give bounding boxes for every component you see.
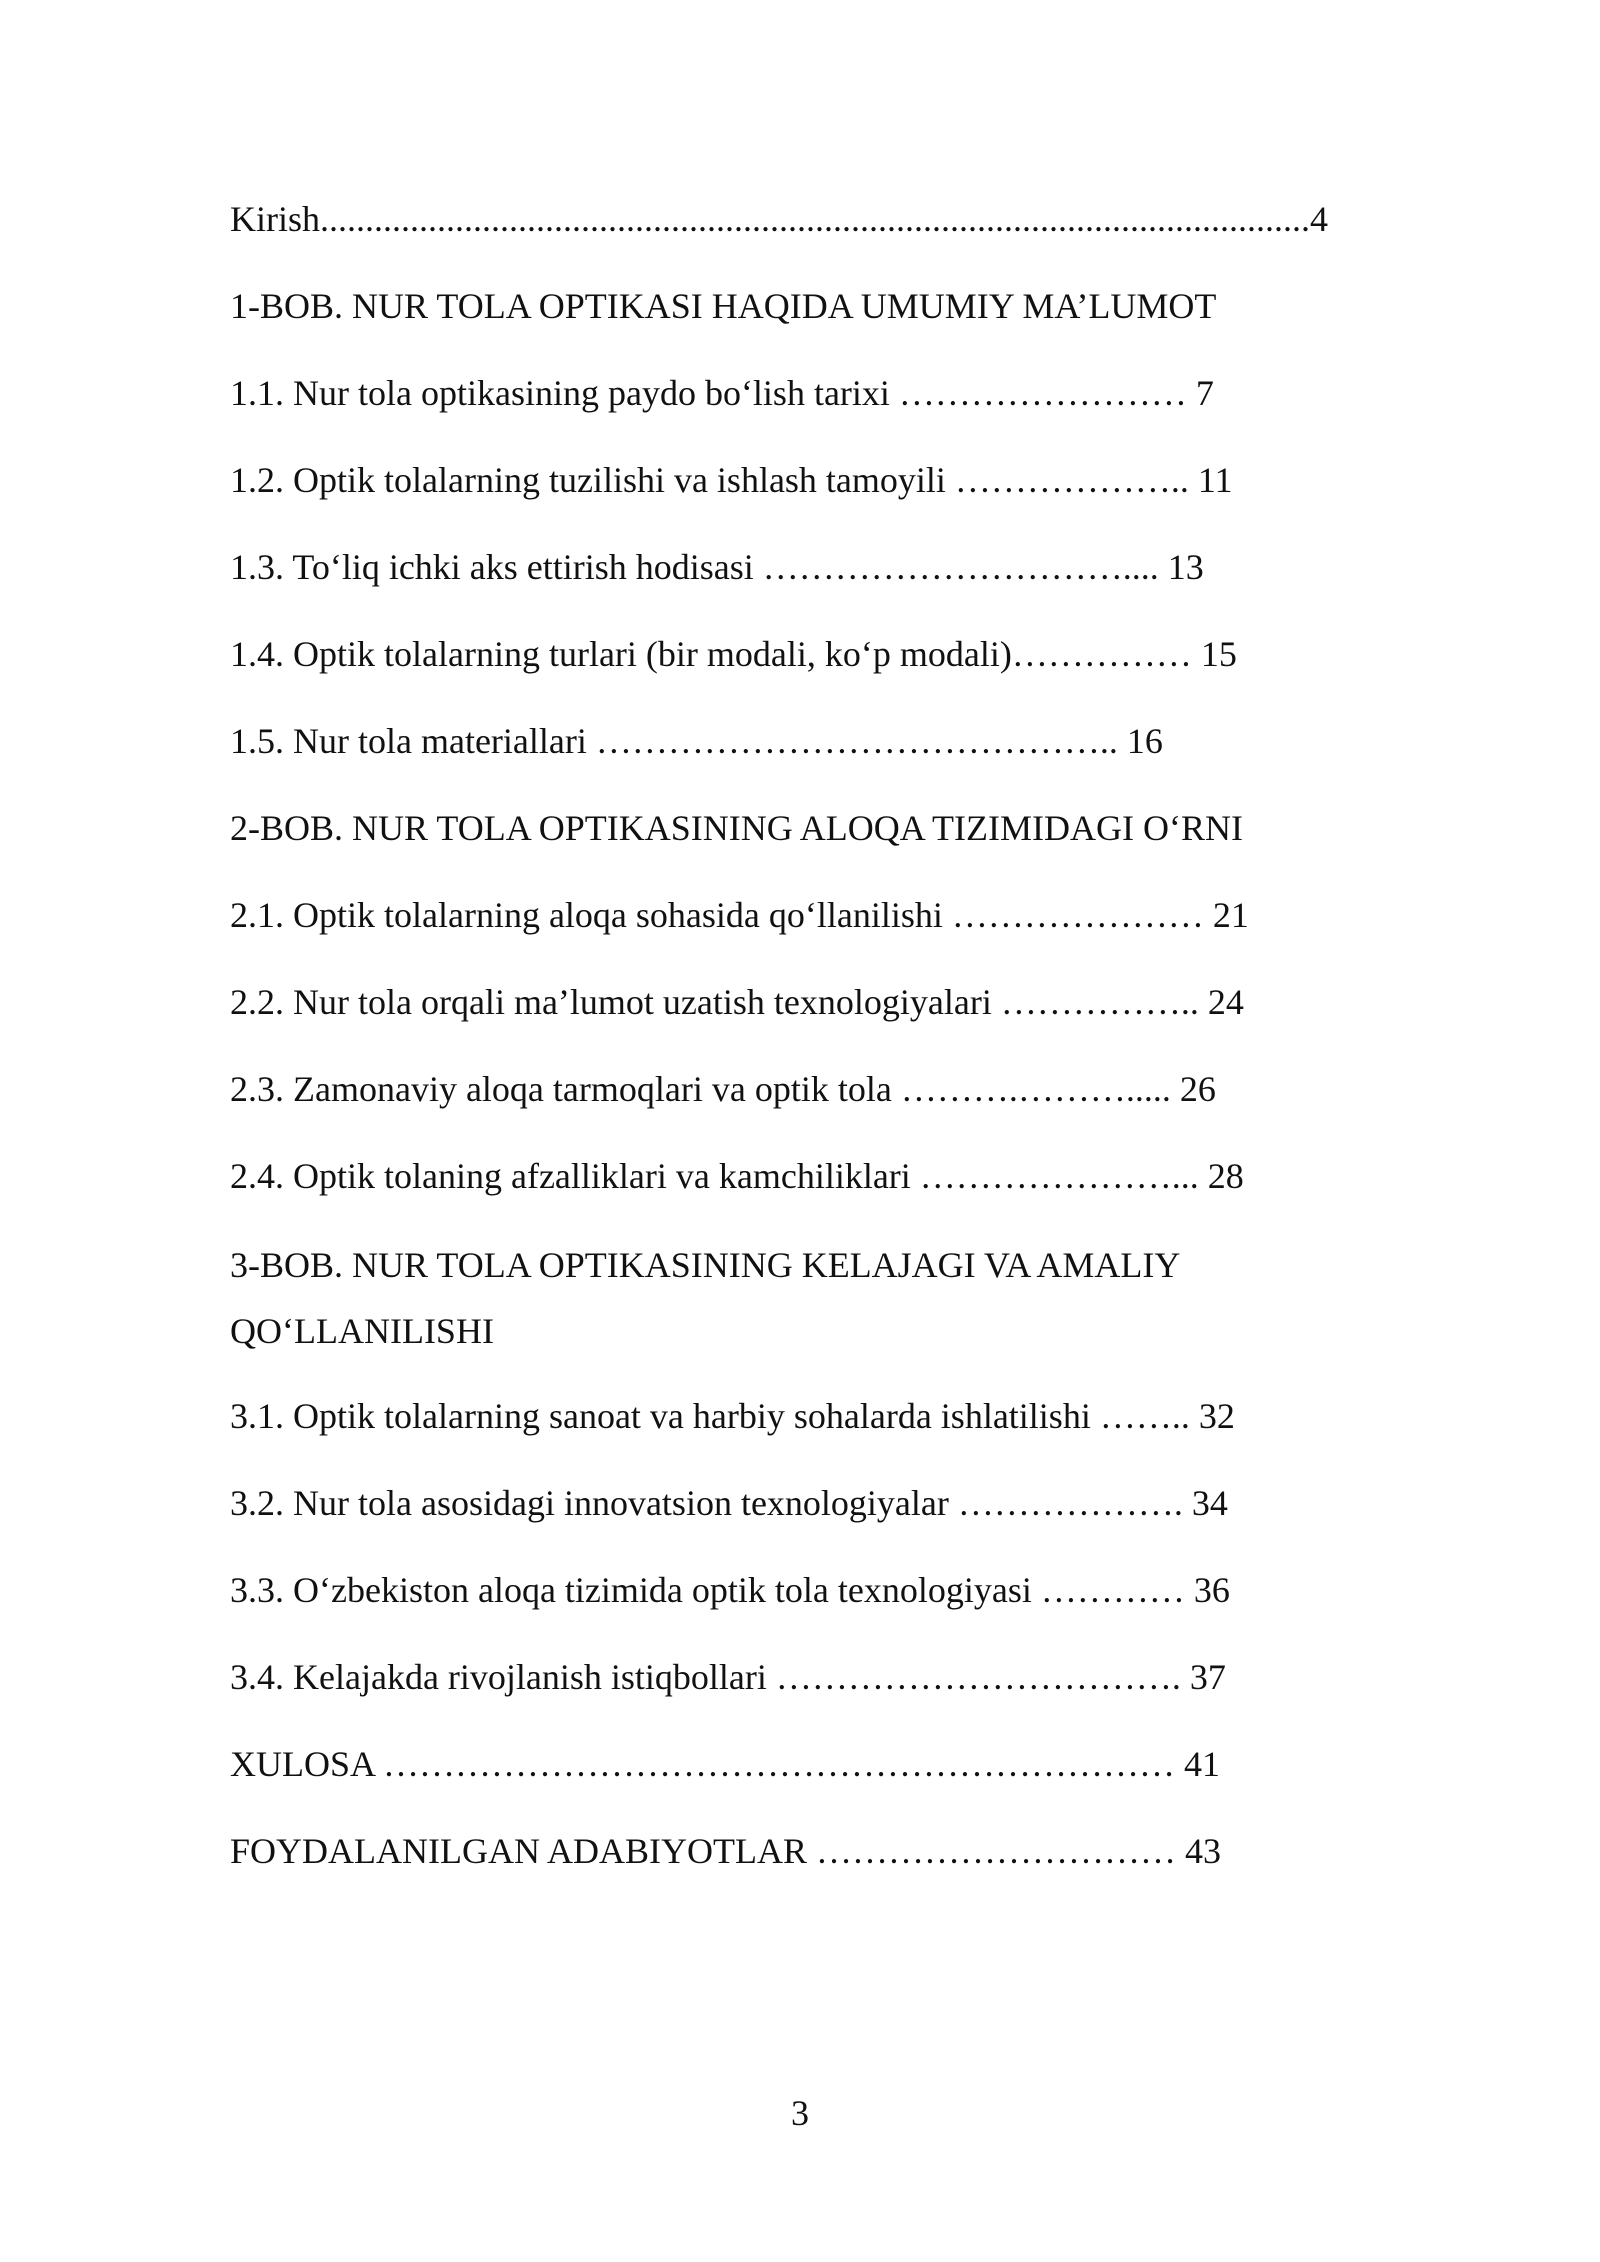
toc-entry-1-2: 1.2. Optik tolalarning tuzilishi va ishlash tamoyili ……………….. 11 <box>230 460 1233 500</box>
toc-entry-conclusion: XULOSA ………………………………………………………… 41 <box>230 1744 1221 1784</box>
toc-entry-2-1: 2.1. Optik tolalarning aloqa sohasida qo‘llanilishi ………………… 21 <box>230 895 1249 935</box>
toc-entry-2-4: 2.4. Optik tolaning afzalliklari va kamchiliklari …………………... 28 <box>230 1156 1244 1196</box>
toc-entry-introduction: Kirish..............................................................................................................4 <box>230 199 1328 239</box>
toc-chapter-1-heading: 1-BOB. NUR TOLA OPTIKASI HAQIDA UMUMIY MA’LUMOT <box>230 286 1217 326</box>
toc-entry-3-4: 3.4. Kelajakda rivojlanish istiqbollari ……………………………. 37 <box>230 1657 1226 1697</box>
table-of-contents <box>230 176 1390 1895</box>
toc-entry-2-2: 2.2. Nur tola orqali ma’lumot uzatish texnologiyalari …………….. 24 <box>230 982 1244 1022</box>
toc-entry-3-2: 3.2. Nur tola asosidagi innovatsion texnologiyalar ………………. 34 <box>230 1483 1228 1523</box>
toc-entry-1-3: 1.3. To‘liq ichki aks ettirish hodisasi ………………………….... 13 <box>230 547 1204 587</box>
page-number: 3 <box>791 2093 809 2133</box>
toc-entry-3-1: 3.1. Optik tolalarning sanoat va harbiy sohalarda ishlatilishi …….. 32 <box>230 1396 1235 1436</box>
toc-entry-1-1: 1.1. Nur tola optikasining paydo bo‘lish tarixi …………………… 7 <box>230 373 1214 413</box>
toc-entry-1-5: 1.5. Nur tola materiallari …………………………………….. 16 <box>230 721 1163 761</box>
toc-entry-1-4: 1.4. Optik tolalarning turlari (bir modali, ko‘p modali)…………… 15 <box>230 634 1237 674</box>
toc-chapter-2-heading: 2-BOB. NUR TOLA OPTIKASINING ALOQA TIZIMIDAGI O‘RNI <box>230 808 1243 848</box>
toc-entry-3-3: 3.3. O‘zbekiston aloqa tizimida optik tola texnologiyasi ………… 36 <box>230 1570 1230 1610</box>
toc-entry-references: FOYDALANILGAN ADABIYOTLAR ………………………… 43 <box>230 1831 1221 1871</box>
toc-entry-2-3: 2.3. Zamonaviy aloqa tarmoqlari va optik tola ……….………..... 26 <box>230 1069 1216 1109</box>
toc-chapter-3-heading: 3-BOB. NUR TOLA OPTIKASINING KELAJAGI VA AMALIY QO‘LLANILISHI <box>230 1245 1180 1351</box>
